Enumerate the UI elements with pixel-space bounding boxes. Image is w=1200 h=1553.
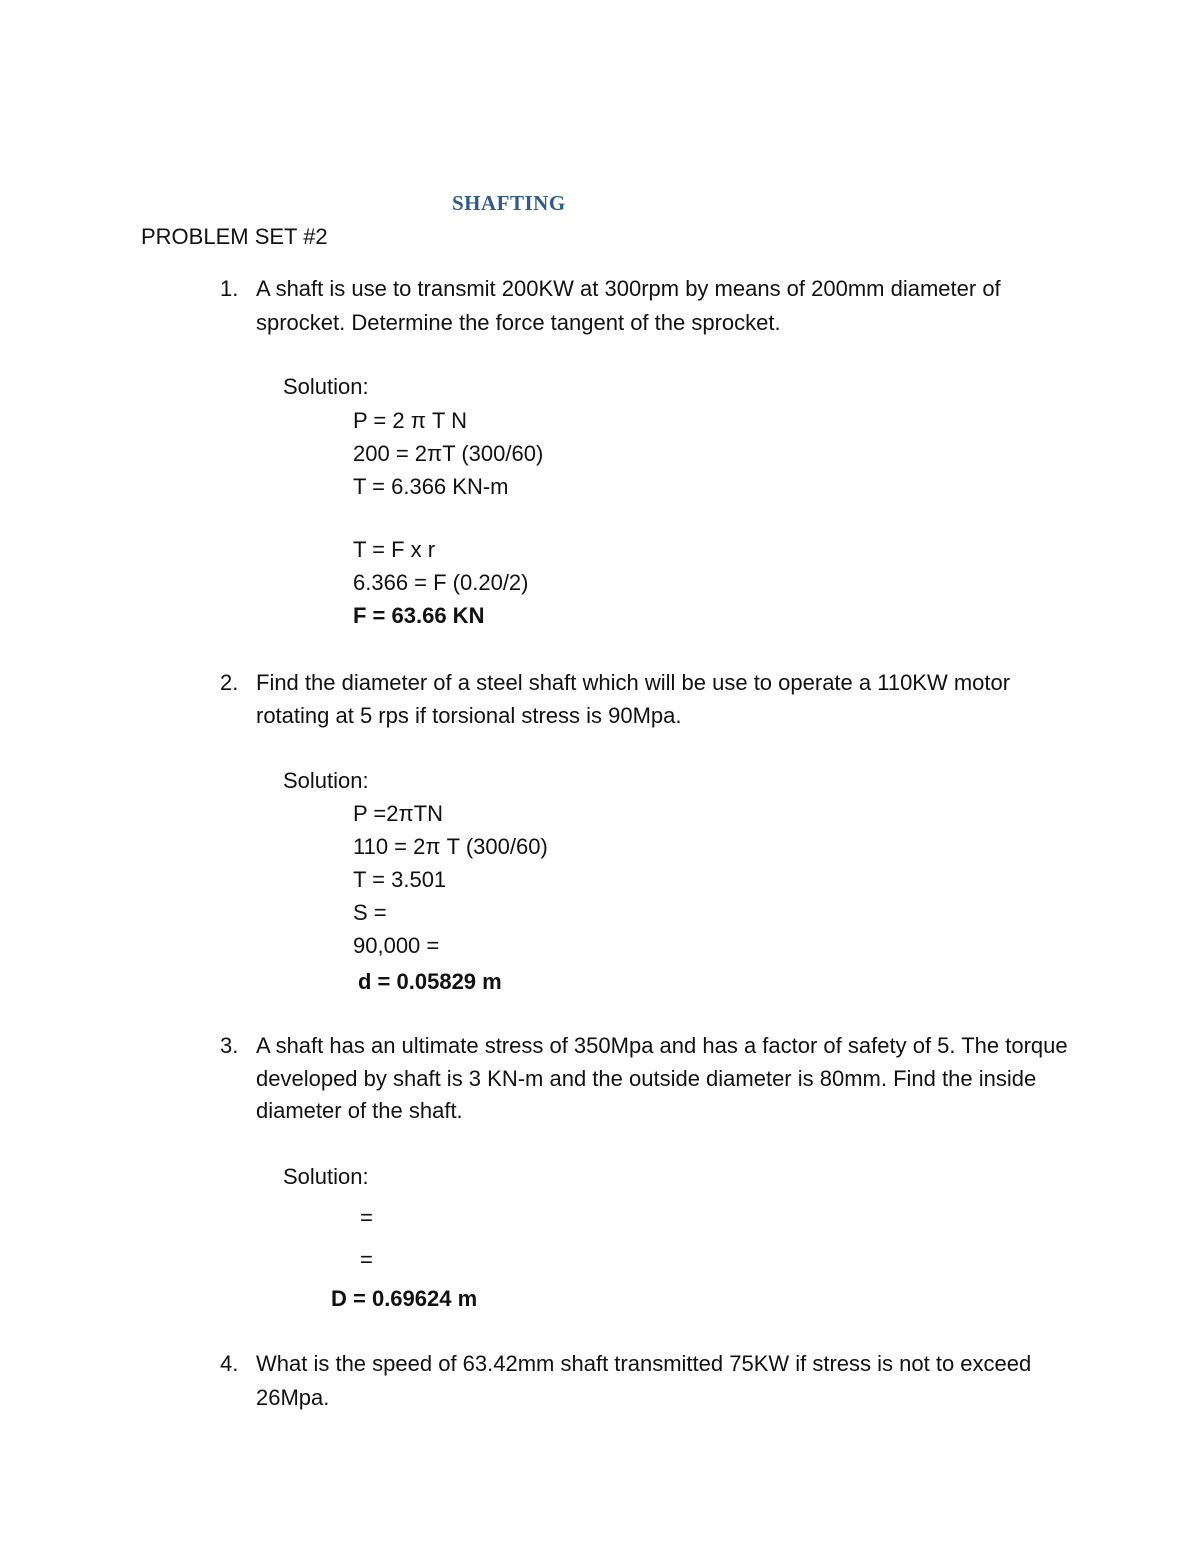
problem-number: 4. — [220, 1351, 239, 1376]
problem-text-line: What is the speed of 63.42mm shaft transmitted 75KW if stress is not to exceed — [256, 1351, 1032, 1376]
solution-step: 110 = 2π T (300/60) — [353, 834, 548, 859]
problem-number: 3. — [220, 1033, 239, 1058]
solution-step: T = F x r — [353, 537, 436, 562]
problem-text-line: developed by shaft is 3 KN-m and the outside diameter is 80mm. Find the inside — [256, 1066, 1037, 1091]
problem-set-heading: PROBLEM SET #2 — [141, 224, 328, 249]
solution-answer: F = 63.66 KN — [353, 603, 485, 628]
problem-number: 2. — [220, 670, 239, 695]
problem-text-line: Find the diameter of a steel shaft which will be use to operate a 110KW motor — [256, 670, 1011, 695]
solution-step: = — [360, 1247, 373, 1272]
solution-step: 90,000 = — [353, 933, 440, 958]
problem-number: 1. — [220, 276, 239, 301]
solution-label: Solution: — [283, 768, 369, 793]
solution-label: Solution: — [283, 1164, 369, 1189]
solution-step: S = — [353, 900, 387, 925]
problem-text-line: rotating at 5 rps if torsional stress is 90Mpa. — [256, 703, 682, 728]
solution-step: P =2πTN — [353, 801, 443, 826]
solution-answer: D = 0.69624 m — [331, 1286, 478, 1311]
problem-text-line: A shaft has an ultimate stress of 350Mpa and has a factor of safety of 5. The torque — [256, 1033, 1068, 1058]
page-title: SHAFTING — [452, 191, 566, 215]
solution-step: 200 = 2πT (300/60) — [353, 441, 544, 466]
problem-text-line: diameter of the shaft. — [256, 1098, 463, 1123]
problem-text-line: A shaft is use to transmit 200KW at 300rpm by means of 200mm diameter of — [256, 276, 1001, 301]
solution-label: Solution: — [283, 374, 369, 399]
problem-text-line: 26Mpa. — [256, 1385, 330, 1410]
problem-text-line: sprocket. Determine the force tangent of the sprocket. — [256, 310, 781, 335]
solution-step: T = 6.366 KN-m — [353, 474, 509, 499]
solution-step: = — [360, 1205, 373, 1230]
solution-step: P = 2 π T N — [353, 408, 468, 433]
solution-step: 6.366 = F (0.20/2) — [353, 570, 529, 595]
solution-step: T = 3.501 — [353, 867, 447, 892]
solution-answer: d = 0.05829 m — [358, 969, 502, 994]
